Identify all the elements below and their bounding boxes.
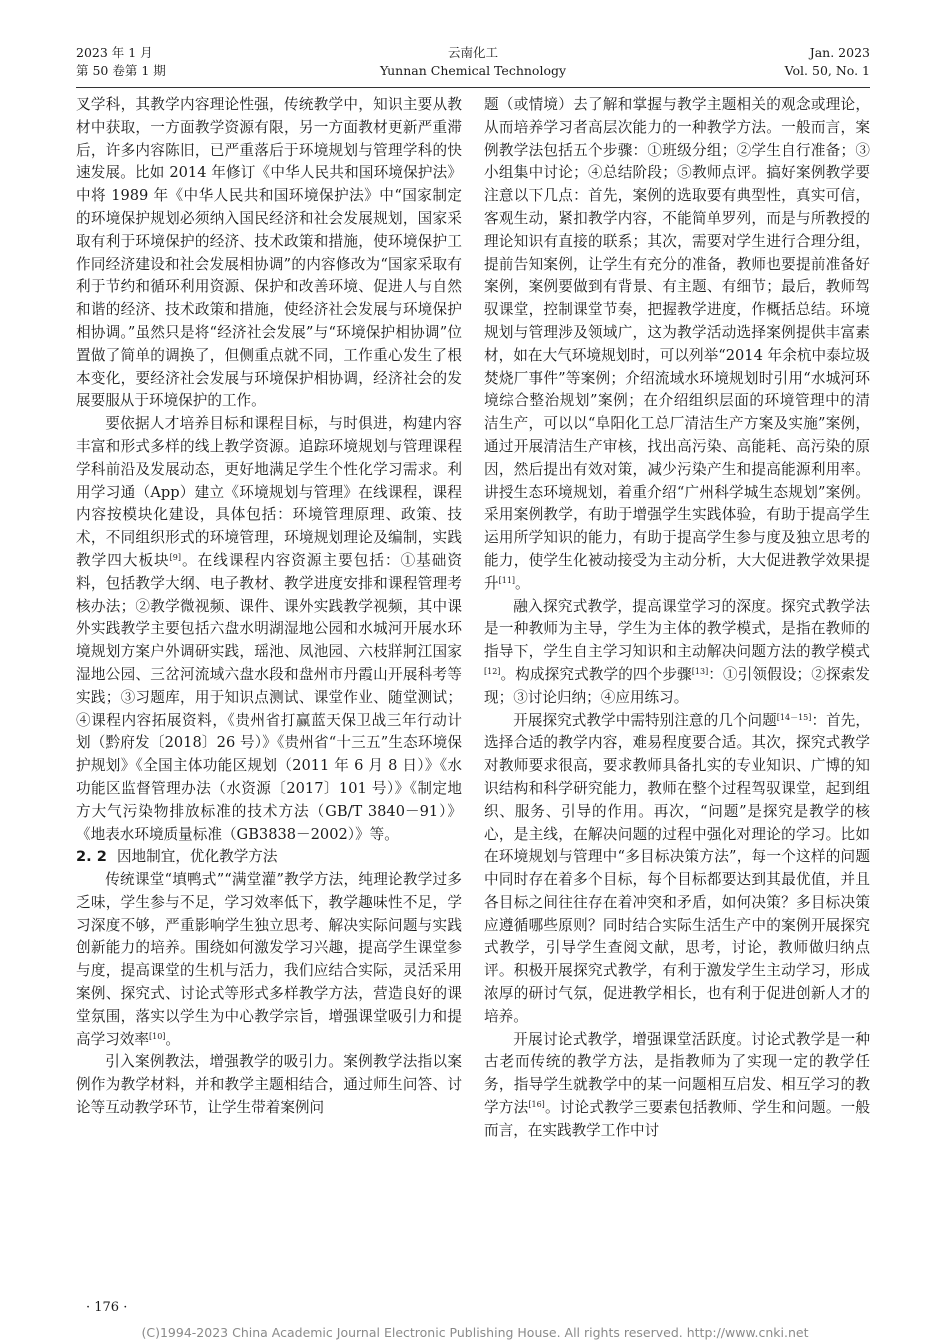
right-paragraph-4-text-b: 。讨论式教学三要素包括教师、学生和问题。一般而言，在实践教学工作中讨 xyxy=(484,1099,870,1139)
citation-ref: [10] xyxy=(148,1031,166,1041)
right-paragraph-2 xyxy=(484,596,870,710)
right-paragraph-3-text-a: 开展探究式教学中需特别注意的几个问题 xyxy=(513,711,777,729)
left-column xyxy=(76,94,462,1120)
right-paragraph-1-text-a: 题（或情境）去了解和掌握与教学主题相关的观念或理论，从而培养学习者高层次能力的一种教学方法。一般而言，案例教学法包括五个步骤：①班级分组；②学生自行准备；③小组集中讨论；④总结阶段；⑤教师点评。搞好案例教学要注意以下几点：首先，案例的选取要有典型性，真实可信，客观生动，紧扣教学内容，不能简单罗列，而是与所教授的理论知识有直接的联系；其次，需要对学生进行合理分组，提前告知案例，让学生有充分的准备，教师也要提前准备好案例，案例要做到有背景、有主题、有细节；最后，教师驾驭课堂，控制课堂节奏，把握教学进度，作概括总结。环境规划与管理涉及领域广，这为教学活动选择案例提供丰富素材，如在大气环境规划时，可以列举“2014 年余杭中泰垃圾焚烧厂事件”等案例；介绍流域水环境规划时引用“水城河环境综合整治规划”案例；在介绍组织层面的环境管理中的清洁生产，可以以“阜阳化工总厂清洁生产方案及实施”案例，通过开展清洁生产审核，找出高污染、高能耗、高污染的原因，然后提出有效对策，减少污染产生和提高能源利用率。讲授生态环境规划，着重介绍“广州科学城生态规划”案例。采用案例教学，有助于增强学生实践体验，有助于提高学生运用所学知识的能力，有助于提高学生参与度及独立思考的能力，使学生化被动接受为主动分析，大大促进教学效果提升 xyxy=(484,96,870,592)
header-volume-issue: 第 50 卷第 1 期 xyxy=(76,63,166,78)
right-paragraph-4 xyxy=(484,1029,870,1143)
section-title: 因地制宜，优化教学方法 xyxy=(116,848,278,866)
left-paragraph-3 xyxy=(76,869,462,1051)
right-paragraph-2-text-a: 融入探究式教学，提高课堂学习的深度。探究式教学法是一种教师为主导，学生为主体的教学模式，是指在教师的指导下，学生自主学习知识和主动解决问题方法的教学模式 xyxy=(484,597,870,661)
header-date-volume-en xyxy=(785,44,870,80)
citation-ref: [14－15] xyxy=(776,712,812,722)
journal-title-en: Yunnan Chemical Technology xyxy=(379,63,567,78)
citation-ref: [13] xyxy=(691,666,709,676)
left-paragraph-1: 叉学科，其教学内容理论性强，传统教学中，知识主要从教材中获取，一方面教学资源有限，另一方面教材更新严重滞后，许多内容陈旧，已严重落后于环境规划与管理学科的快速发展。比如 2014 年修订《中华人民共和国环境保护法》中将 1989 年《中华人民共和国环境保护法》中“国家制定的环境保护规划必须纳入国民经济和社会发展规划，国家采取有利于环境保护的经济、技术政策和措施，使环境保护工作同经济建设和社会发展相协调”的内容修改为“国家采取有利于节约和循环利用资源、保护和改善环境、促进人与自然和谐的经济、技术政策和措施，使经济社会发展与环境保护相协调。”虽然只是将“经济社会发展”与“环境保护相协调”位置做了简单的调换了，但侧重点就不同，工作重心发生了根本变化，要经济社会发展与环境保护相协调，经济社会的发展要服从于环境保护的工作。 xyxy=(76,96,462,410)
citation-ref: [12] xyxy=(484,666,501,676)
left-paragraph-3-text-b: 。 xyxy=(165,1030,181,1048)
header-rule xyxy=(76,87,870,88)
right-column xyxy=(484,94,870,1143)
left-paragraph-3-text-a: 传统课堂“填鸭式”“满堂灌”教学方法，纯理论教学过多乏味，学生参与不足，学习效率低下，教学趣味性不足，学习深度不够，严重影响学生独立思考、解决实际问题与实践创新能力的培养。围绕如何激发学习兴趣，提高学生课堂参与度，提高课堂的生机与活力，我们应结合实际，灵活采用案例、探究式、讨论式等形式多样教学方法，营造良好的课堂氛围，落实以学生为中心教学宗旨，增强课堂吸引力和提高学习效率 xyxy=(76,871,462,1048)
right-paragraph-3-text-b: ：首先，选择合适的教学内容，难易程度要合适。其次，探究式教学对教师要求很高，要求教师具备扎实的专业知识、广博的知识结构和科学研究能力，教师在整个过程驾驭课堂，起到组织、服务、引导的作用。再次，“问题”是探究是教学的核心，是主线，在解决问题的过程中强化对理论的学习。比如在环境规划与管理中“多目标决策方法”，每一个这样的问题中同时存在着多个目标，每个目标都要达到其最优值，并且各目标之间往往存在着冲突和矛盾，如何决策？多目标决策应遵循哪些原则？同时结合实际生活生产中的案例开展探究式教学，引导学生查阅文献，思考，讨论，教师做归纳点评。积极开展探究式教学，有利于激发学生主动学习，形成浓厚的研讨气氛，促进教学相长，也有利于促进创新人才的培养。 xyxy=(484,711,870,1025)
right-paragraph-2-text-b: 。构成探究式教学的四个步骤 xyxy=(500,665,692,683)
right-paragraph-1 xyxy=(484,94,870,596)
left-paragraph-2 xyxy=(76,413,462,846)
copyright-footer: (C)1994-2023 China Academic Journal Electronic Publishing House. All rights reserved. http://www.cnki.net xyxy=(141,1325,809,1340)
header-date-en: Jan. 2023 xyxy=(809,45,870,60)
page-header xyxy=(76,44,870,84)
journal-title xyxy=(76,44,870,80)
right-paragraph-4-text-a: 开展讨论式教学，增强课堂活跃度。讨论式教学是一种古老而传统的教学方法，是指教师为了实现一定的教学任务，指导学生就教学中的某一问题相互启发、相互学习的教学方法 xyxy=(484,1030,870,1117)
right-paragraph-3 xyxy=(484,710,870,1029)
journal-title-cn: 云南化工 xyxy=(447,45,498,60)
right-paragraph-2-text-c: ：①引领假设；②探索发现；③讨论归纳；④应用练习。 xyxy=(484,665,870,706)
left-paragraph-4: 引入案例教法，增强教学的吸引力。案例教学法指以案例作为教学材料，并和教学主题相结合，通过师生问答、讨论等互动教学环节，让学生带着案例问 xyxy=(76,1053,462,1117)
section-heading xyxy=(76,846,462,869)
citation-ref: [16] xyxy=(528,1100,545,1110)
citation-ref: [9] xyxy=(169,552,182,562)
page-number: · 176 · xyxy=(86,1300,128,1315)
header-date: 2023 年 1 月 xyxy=(76,45,153,60)
right-paragraph-1-text-b: 。 xyxy=(515,574,530,592)
left-paragraph-2-text-b: 。在线课程内容资源主要包括：①基础资料，包括教学大纲、电子教材、教学进度安排和课程管理考核办法；②教学微视频、课件、课外实践教学视频，其中课外实践教学主要包括六盘水明湖湿地公园和水城河开展水环境规划方案户外调研实践，瑶池、凤池园、六枝牂牁江国家湿地公园、三岔河流域六盘水段和盘州市丹霞山开展科考等实践；③习题库，用于知识点测试、课堂作业、随堂测试；④课程内容拓展资料，《贵州省打赢蓝天保卫战三年行动计划（黔府发〔2018〕26 号）》《贵州省“十三五”生态环境保护规划》《全国主体功能区规划（2011 年 6 月 8 日）》《水功能区监督管理办法（水资源〔2017〕101 号）》《制定地方大气污染物排放标准的技术方法（GB/T 3840－91）》《地表水环境质量标准（GB3838－2002）》等。 xyxy=(76,551,462,843)
section-number: 2. 2 xyxy=(76,848,107,866)
citation-ref: [11] xyxy=(498,575,516,585)
header-volume-issue-en: Vol. 50, No. 1 xyxy=(784,63,870,78)
left-paragraph-2-text-a: 要依据人才培养目标和课程目标，与时俱进，构建内容丰富和形式多样的线上教学资源。追踪环境规划与管理课程学科前沿及发展动态，更好地满足学生个性化学习需求。利用学习通（App）建立《环境规划与管理》在线课程，课程内容按模块化建设，具体包括：环境管理原理、政策、技术，不同组织形式的环境管理，环境规划理论及编制，实践教学四大板块 xyxy=(76,415,462,569)
